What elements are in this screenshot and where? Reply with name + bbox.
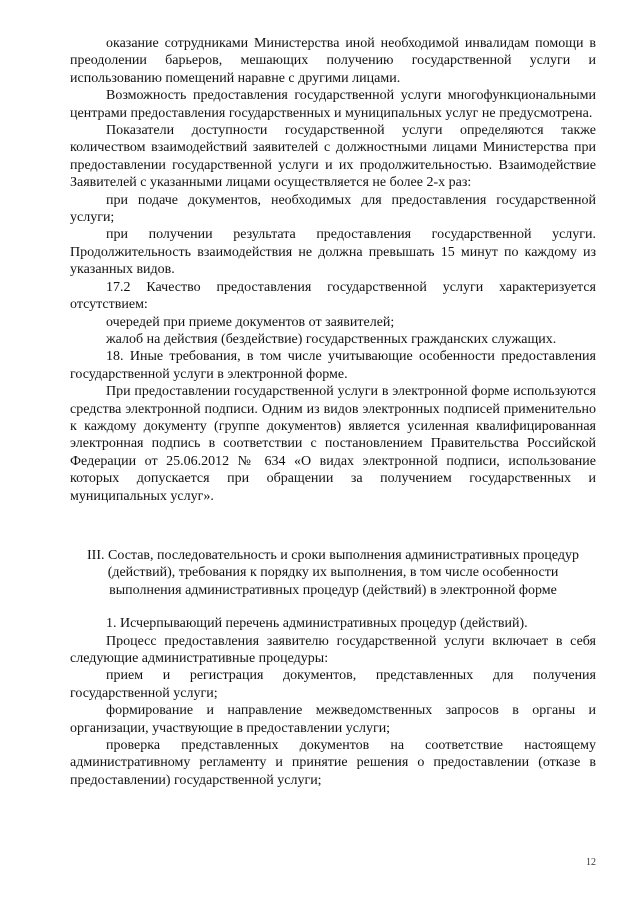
paragraph: формирование и направление межведомственных запросов в органы и организации, участвующие в предоставлении услуги; [70,703,596,736]
paragraph: прием и регистрация документов, представленных для получения государственной услуги; [70,668,596,701]
paragraph: жалоб на действия (бездействие) государственных гражданских служащих. [106,331,557,347]
paragraph: 1. Исчерпывающий перечень административных процедур (действий). [106,616,528,632]
paragraph: Процесс предоставления заявителю государственной услуги включает в себя следующие административные процедуры: [70,633,596,666]
paragraph: очередей при приеме документов от заявителей; [106,314,395,330]
paragraph: Возможность предоставления государственной услуги многофункциональными центрами предоставления государственных и муниципальных услуг не предусмотрена. [70,88,596,121]
paragraph: 17.2 Качество предоставления государственной услуги характеризуется отсутствием: [70,279,596,313]
paragraph: проверка представленных документов на соответствие настоящему административному регламенту и принятие решения о предоставлении (отказе в предоставлении) государственной услуги; [70,738,596,788]
paragraph: 18. Иные требования, в том числе учитывающие особенности предоставления государственной услуги в электронной форме. [70,349,596,382]
paragraph: При предоставлении государственной услуги в электронной форме используются средства электронной подписи. Одним из видов электронных подписей применительно к каждому документу (группе документов) является усиленная квалифицированная электронная подпись в соответствии с постановлением Правительства Российской Федерации от 25.06.2012 № 634 «О видах электронной подписи, использование которых допускается при обращении за получением государственных и муниципальных услуг». [70,384,596,504]
section-heading: III. Состав, последовательность и сроки выполнения административных процедур (действий), требования к порядку их выполнения, в том числе особенности выполнения административных процедур (действий) в электронной форме [87,547,579,598]
page-number: 12 [586,857,596,868]
paragraph: при подаче документов, необходимых для предоставления государственной услуги; [70,192,596,226]
page-body [70,35,596,789]
paragraph: оказание сотрудниками Министерства иной необходимой инвалидам помощи в преодолении барьеров, мешающих получению государственной услуги и использованию помещений наравне с другими лицами. [70,36,596,86]
paragraph: при получении результата предоставления государственной услуги. Продолжительность взаимодействия не должна превышать 15 минут по каждому из указанных видов. [70,227,596,278]
paragraph: Показатели доступности государственной услуги определяются также количеством взаимодействий заявителей с должностными лицами Министерства при предоставлении государственной услуги и их продолжительностью. Взаимодействие Заявителей с указанными лицами осуществляется не более 2-х раз: [70,123,596,191]
